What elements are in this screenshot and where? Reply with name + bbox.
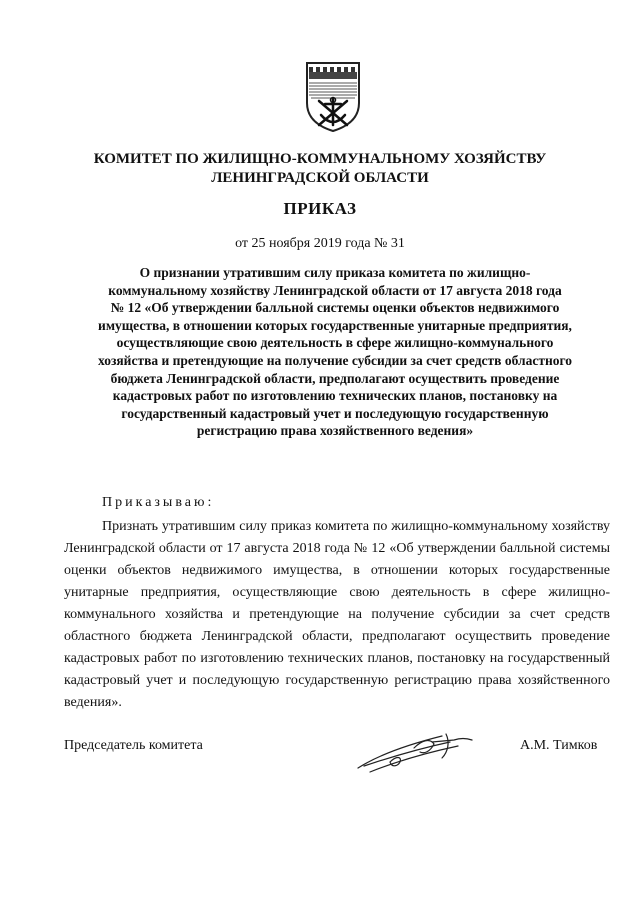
subject-line: О признании утратившим силу приказа комитета по жилищно- bbox=[139, 265, 531, 280]
subject-line: бюджета Ленинградской области, предполагают осуществить проведение bbox=[110, 370, 560, 386]
organization-name bbox=[60, 150, 580, 188]
subject-line: № 12 «Об утверждении балльной системы оценки объектов недвижимого bbox=[110, 300, 560, 316]
org-line-1: КОМИТЕТ ПО ЖИЛИЩНО-КОММУНАЛЬНОМУ ХОЗЯЙСТВУ bbox=[93, 151, 547, 167]
subject-line: имущества, в отношении которых государственные унитарные предприятия, bbox=[98, 317, 572, 333]
subject-line: осуществляющие свою деятельность в сфере жилищно-коммунального bbox=[116, 335, 554, 351]
signatory-title: Председатель комитета bbox=[64, 738, 203, 753]
org-line-2: ЛЕНИНГРАДСКОЙ ОБЛАСТИ bbox=[211, 170, 429, 186]
subject-line: регистрацию права хозяйственного ведения» bbox=[196, 423, 474, 439]
document-date-number: от 25 ноября 2019 года № 31 bbox=[235, 236, 405, 251]
subject-line: коммунальному хозяйству Ленинградской области от 17 августа 2018 года bbox=[108, 282, 562, 298]
document-type: ПРИКАЗ bbox=[283, 199, 357, 218]
signatory-name: А.М. Тимков bbox=[520, 738, 598, 753]
document-subject bbox=[80, 264, 590, 440]
order-directive: Приказываю: bbox=[102, 495, 215, 510]
signature-icon bbox=[350, 722, 500, 782]
coat-of-arms-icon bbox=[303, 59, 363, 133]
subject-line: кадастровых работ по изготовлению технических планов, постановку на bbox=[112, 388, 558, 404]
subject-line: хозяйства и претендующие на получение субсидии за счет средств областного bbox=[97, 352, 573, 368]
subject-line: государственный кадастровый учет и последующую государственную bbox=[121, 405, 549, 421]
order-paragraph: Признать утратившим силу приказ комитета по жилищно-коммунальному хозяйству Ленинградской области от 17 августа 2018 года № 12 «Об утверждении балльной системы оценки объектов недвижимого имущества, в отношении которых государственные унитарные предприятия, осуществляющие свою деятельность в сфере жилищно-коммунального хозяйства и претендующие на получение субсидии за счет средств областного бюджета Ленинградской области, предполагают осуществить проведение кадастровых работ по изготовлению технических планов, постановку на государственный кадастровый учет и последующую государственную регистрацию права хозяйственного ведения». bbox=[64, 519, 610, 710]
